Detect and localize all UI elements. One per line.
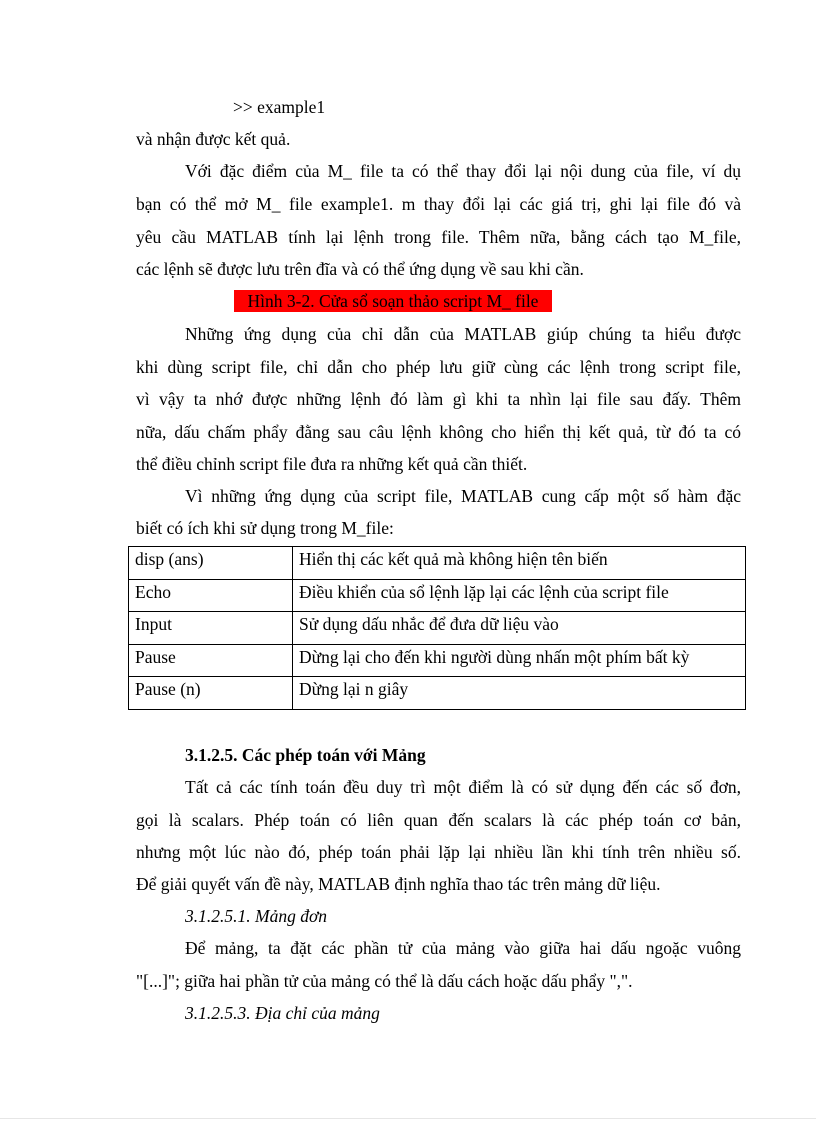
table-row	[129, 677, 746, 710]
paragraph-3-line: Vì những ứng dụng của script file, MATLAB cung cấp một số hàm đặc	[185, 486, 741, 506]
paragraph-1-line: bạn có thể mở M_ file example1. m thay đổi lại các giá trị, ghi lại file đó và	[136, 194, 741, 214]
paragraph-4-line: Để giải quyết vấn đề này, MATLAB định nghĩa thao tác trên mảng dữ liệu.	[136, 874, 661, 894]
paragraph-2-line: Những ứng dụng của chỉ dẫn của MATLAB giúp chúng ta hiểu được	[185, 324, 741, 344]
paragraph-1-line: yêu cầu MATLAB tính lại lệnh trong file. Thêm nữa, bằng cách tạo M_file,	[136, 227, 741, 247]
paragraph-2-line: vì vậy ta nhớ được những lệnh đó làm gì khi ta nhìn lại file sau đấy. Thêm	[136, 389, 741, 409]
function-name-cell: Echo	[129, 579, 293, 612]
function-description-cell: Dừng lại cho đến khi người dùng nhấn một phím bất kỳ	[293, 644, 746, 677]
subsection-heading: 3.1.2.5.1. Mảng đơn	[185, 906, 328, 926]
figure-caption: Hình 3-2. Cửa sổ soạn thảo script M_ file	[234, 290, 552, 312]
function-description-cell: Hiển thị các kết quả mà không hiện tên biến	[293, 547, 746, 580]
paragraph-4-line: nhưng một lúc nào đó, phép toán phải lặp lại nhiều lần khi tính trên nhiều số.	[136, 842, 741, 862]
function-description-cell: Dừng lại n giây	[293, 677, 746, 710]
function-name-cell: disp (ans)	[129, 547, 293, 580]
table-row	[129, 612, 746, 645]
function-name-cell: Input	[129, 612, 293, 645]
paragraph-2-line: khi dùng script file, chỉ dẫn cho phép lưu giữ cùng các lệnh trong script file,	[136, 357, 741, 377]
section-heading: 3.1.2.5. Các phép toán với Mảng	[185, 745, 426, 765]
subsection-heading: 3.1.2.5.3. Địa chỉ của mảng	[185, 1003, 380, 1023]
paragraph-5-line: "[...]"; giữa hai phần tử của mảng có thể là dấu cách hoặc dấu phẩy ",".	[136, 971, 633, 991]
paragraph-5-line: Để mảng, ta đặt các phần tử của mảng vào giữa hai dấu ngoặc vuông	[185, 938, 741, 958]
paragraph-4-line: Tất cả các tính toán đều duy trì một điểm là có sử dụng đến các số đơn,	[185, 777, 741, 797]
paragraph-1-line: Với đặc điểm của M_ file ta có thể thay đổi lại nội dung của file, ví dụ	[185, 161, 741, 181]
function-name-cell: Pause	[129, 644, 293, 677]
function-name-cell: Pause (n)	[129, 677, 293, 710]
table-row	[129, 547, 746, 580]
page-bottom-rule	[0, 1118, 816, 1119]
paragraph-4-line: gọi là scalars. Phép toán có liên quan đến scalars là các phép toán cơ bản,	[136, 810, 741, 830]
command-line: >> example1	[233, 97, 326, 117]
table-row	[129, 579, 746, 612]
function-description-cell: Điều khiển của sổ lệnh lặp lại các lệnh của script file	[293, 579, 746, 612]
paragraph-3-line: biết có ích khi sử dụng trong M_file:	[136, 518, 394, 538]
paragraph-2-line: thể điều chỉnh script file đưa ra những kết quả cần thiết.	[136, 454, 528, 474]
result-line: và nhận được kết quả.	[136, 129, 291, 149]
table-row	[129, 644, 746, 677]
function-description-cell: Sử dụng dấu nhắc để đưa dữ liệu vào	[293, 612, 746, 645]
paragraph-2-line: nữa, dấu chấm phẩy đằng sau câu lệnh không cho hiển thị kết quả, từ đó ta có	[136, 422, 741, 442]
paragraph-1-line: các lệnh sẽ được lưu trên đĩa và có thể ứng dụng về sau khi cần.	[136, 259, 584, 279]
functions-table	[128, 546, 746, 710]
